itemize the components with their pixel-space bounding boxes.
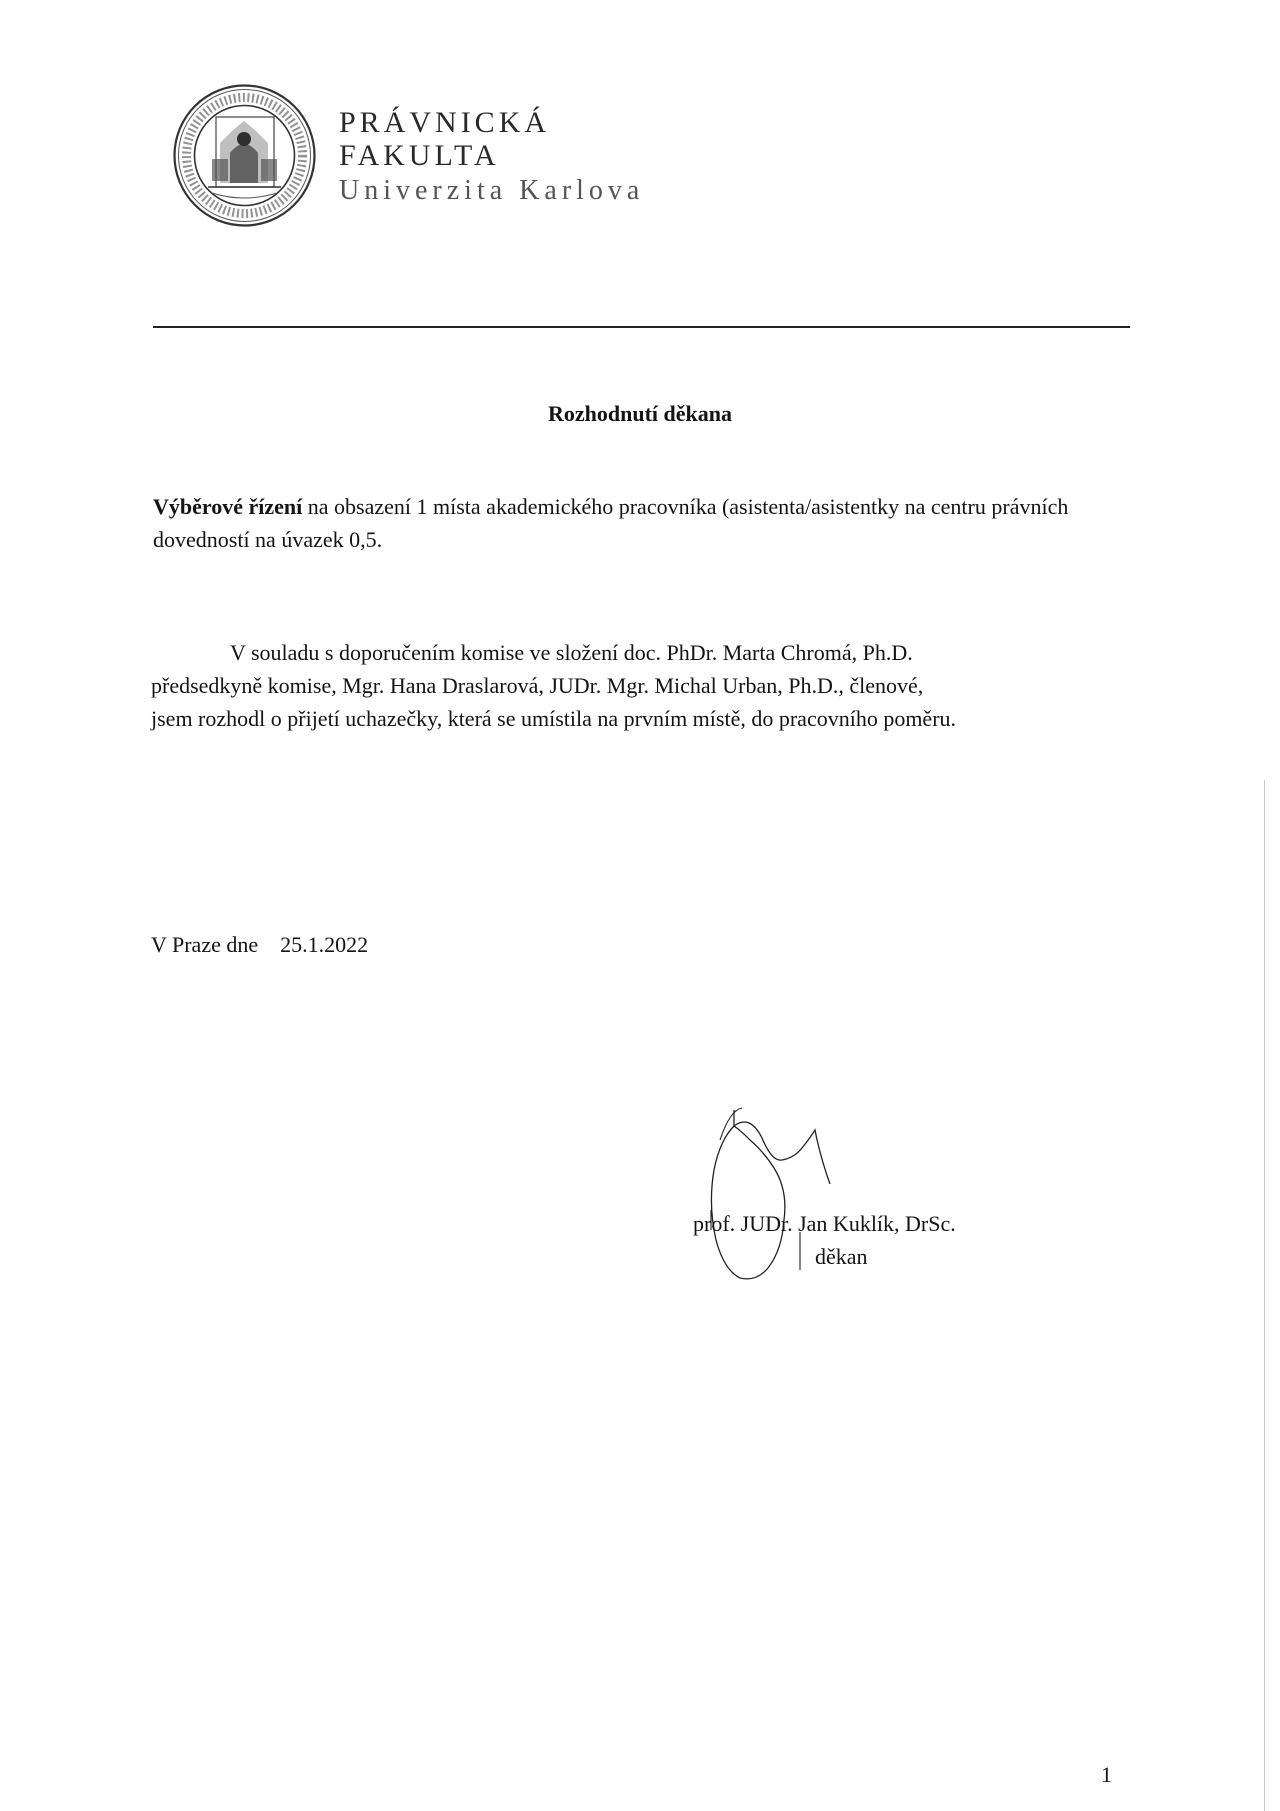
signatory-name: prof. JUDr. Jan Kuklík, DrSc. [693,1211,956,1236]
signatory-block [693,1207,956,1273]
scan-edge-line [1264,780,1265,1811]
decision-line: jsem rozhodl o přijetí uchazečky, která se umístila na prvním místě, do pracovního poměru. [151,706,957,731]
subject-label: Výběrové řízení [153,494,303,519]
page-number: 1 [1101,1762,1112,1787]
decision-paragraph [151,636,1151,735]
signatory-role: děkan [815,1244,868,1269]
faculty-name-line1: PRÁVNICKÁ [339,106,551,139]
subject-text: na obsazení 1 místa akademického pracovníka (asistenta/asistentky na centru právních dovedností na úvazek 0,5. [153,494,1069,552]
faculty-name-line2: FAKULTA [339,139,500,172]
header-divider [153,326,1130,328]
subject-paragraph [153,490,1133,556]
faculty-logo-text [339,108,644,205]
decision-line: V souladu s doporučením komise ve složení doc. PhDr. Marta Chromá, Ph.D. [230,640,913,665]
place-and-date: V Praze dne 25.1.2022 [151,932,369,957]
document-title: Rozhodnutí děkana [547,401,732,426]
university-name: Univerzita Karlova [339,175,645,206]
decision-line: předsedkyně komise, Mgr. Hana Draslarová, JUDr. Mgr. Michal Urban, Ph.D., členové, [151,673,924,698]
university-seal-icon [172,83,317,228]
